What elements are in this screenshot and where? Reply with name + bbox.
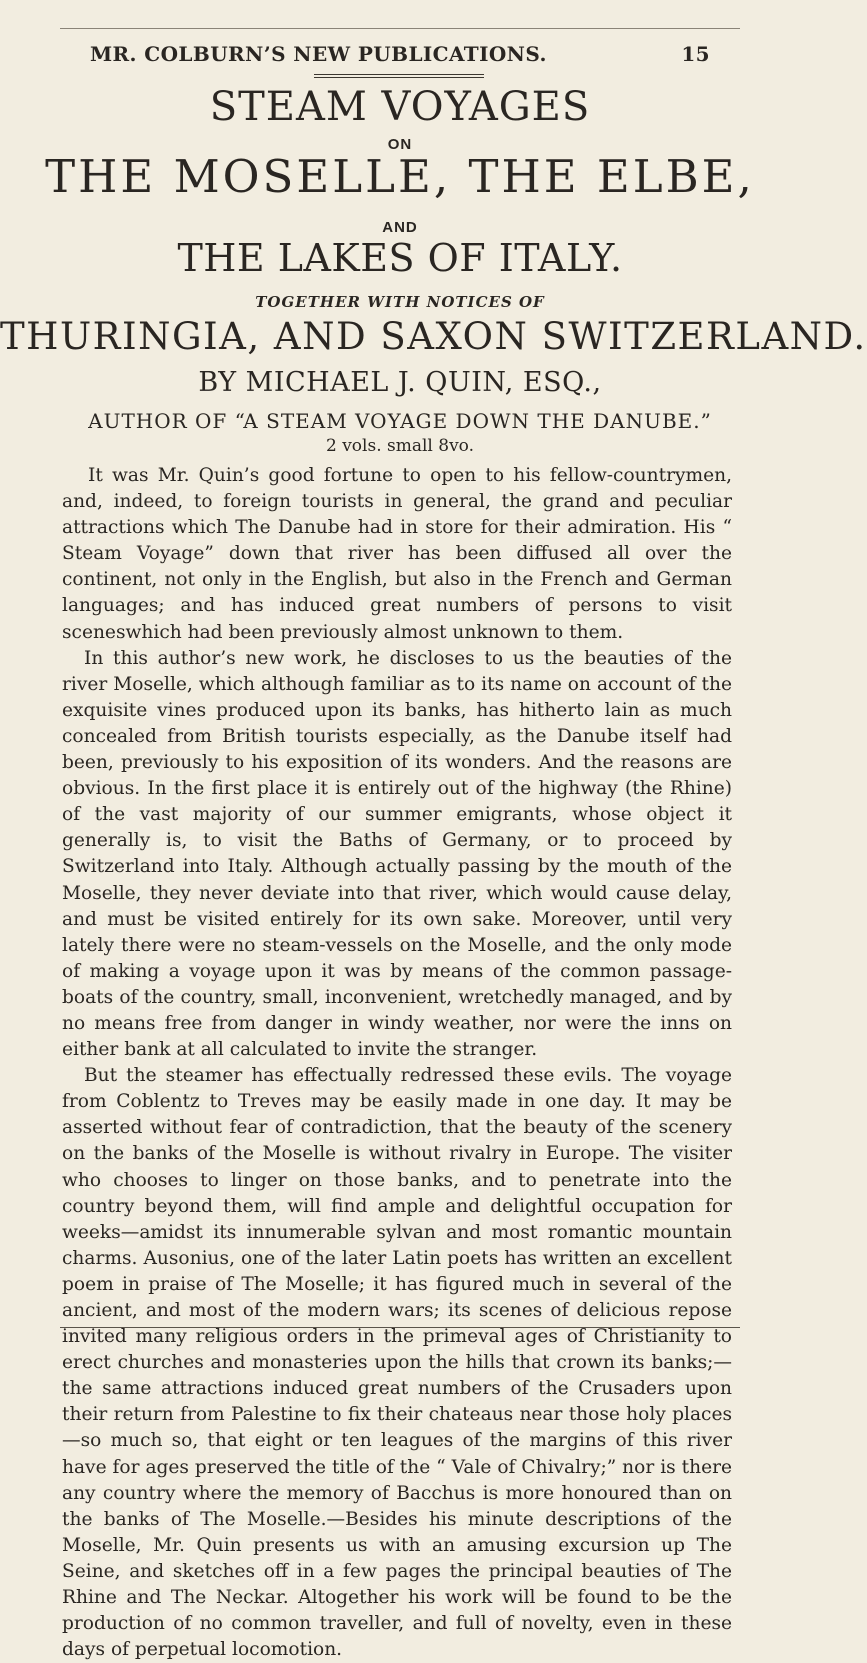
paragraph-3: But the steamer has effectually redressed these evils. The voyage from Coblentz to Treves may be easily made in one day. It may be asserted without fear of contradiction, that the beauty of the scenery on the banks of the Moselle is without rivalry in Europe. The visiter who chooses to linger on those banks, and to penetrate into the country beyond them, will find ample and delightful occupation for weeks—amidst its innumerable sylvan and most romantic mountain charms. Ausonius, one of the later Latin poets has written an excellent poem in praise of The Moselle; it has figured much in several of the ancient, and most of the modern wars; its scenes of delicious repose invited many religious orders in the primeval ages of Christianity to erect churches and monasteries upon the hills that crown its banks;—the same attractions induced great numbers of the Crusaders upon their return from Palestine to fix their chateaus near those holy places—so much so, that eight or ten leagues of the margins of this river have for ages preserved the title of the “ Vale of Chivalry;” nor is there any country where the memory of Bacchus is more honoured than on the banks of The Moselle.—Besides his minute descriptions of the Moselle, Mr. Quin presents us with an amusing excursion up The Seine, and sketches off in a few pages the principal beauties of The Rhine and The Neckar. Altogether his work will be found to be the production of no common traveller, and full of novelty, even in these days of perpetual locomotion. — [62, 1065, 732, 1661]
running-title: MR. COLBURN’S NEW PUBLICATIONS. — [90, 42, 547, 66]
page-number: 15 — [681, 42, 710, 66]
title-divider — [314, 74, 484, 75]
title-rivers: THE MOSELLE, THE ELBE, — [45, 150, 755, 203]
paragraph-2: In this author’s new work, he discloses to us the beauties of the river Moselle, which although familiar as to its name on account of the exquisite vines produced upon its banks, has hitherto lain as much concealed from British tourists especially, as the Danube itself had been, previously to his exposition of its wonders. And the reasons are obvious. In the first place it is entirely out of the highway (the Rhine) of the vast majority of our summer emigrants, whose object it generally is, to visit the Baths of Germany, or to proceed by Switzerland into Italy. Although actually passing by the mouth of the Moselle, they never deviate into that river, which would cause delay, and must be visited entirely for its own sake. Moreover, until very lately there were no steam-vessels on the Moselle, and the only mode of making a voyage upon it was by means of the common passage-boats of the country, small, inconvenient, wretchedly managed, and by no means free from danger in windy weather, nor were the inns on either bank at all calculated to invite the stranger. — [62, 647, 732, 1061]
title-connector-and: AND — [382, 219, 418, 236]
author-credentials: AUTHOR OF “A STEAM VOYAGE DOWN THE DANUBE.” — [88, 409, 712, 433]
running-head — [90, 42, 710, 66]
volume-info: 2 vols. small 8vo. — [325, 436, 475, 456]
book-title: STEAM VOYAGES — [209, 84, 591, 130]
author-byline: BY MICHAEL J. QUIN, ESQ., — [198, 367, 602, 398]
title-thuringia: THURINGIA, AND SAXON SWITZERLAND. — [0, 315, 867, 358]
title-connector-on: ON — [387, 136, 413, 153]
top-rule — [60, 28, 740, 29]
bottom-rule — [60, 1327, 740, 1328]
title-together: TOGETHER WITH NOTICES OF — [255, 293, 545, 311]
paragraph-1: It was Mr. Quin’s good fortune to open to his fellow-countrymen, and, indeed, to foreign tourists in general, the grand and peculiar attractions which The Danube had in store for their admiration. His “ Steam Voyage” down that river has been diffused all over the continent, not only in the English, but also in the French and German languages; and has induced great numbers of persons to visit sceneswhich had been previously almost unknown to them. — [62, 465, 732, 643]
title-lakes: THE LAKES OF ITALY. — [177, 236, 623, 280]
description-body — [62, 463, 732, 1663]
